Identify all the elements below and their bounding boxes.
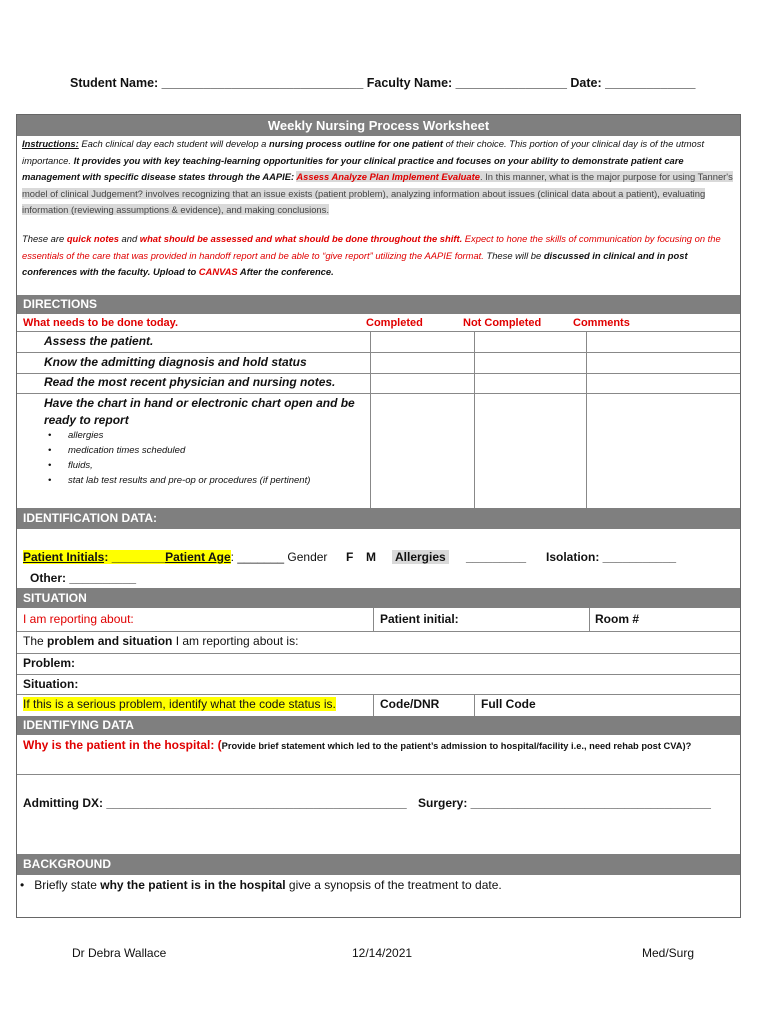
task-row: Know the admitting diagnosis and hold status — [44, 355, 307, 369]
task-row: Assess the patient. — [44, 334, 154, 348]
bullet-item: • medication times scheduled — [48, 445, 186, 456]
instructions-text: of their choice. This portion of your clinical day is of the utmost importance. — [22, 138, 705, 166]
notes-text: and — [118, 233, 140, 244]
background-bar: BACKGROUND — [17, 854, 740, 875]
problem-situation-line: The problem and situation I am reporting about is: — [23, 634, 299, 648]
task-row: Read the most recent physician and nursing notes. — [44, 375, 336, 389]
code-dnr-option[interactable]: Code/DNR — [380, 697, 440, 711]
notes-text: discussed in clinical and in post conferences with the faculty — [22, 249, 688, 277]
patient-age-field[interactable]: : _______ — [230, 550, 285, 564]
allergies-field[interactable]: _________ — [466, 550, 527, 564]
allergies-label: Allergies — [392, 550, 449, 564]
col-not-completed-header: Not Completed — [463, 317, 542, 329]
instructions-text: . In this manner, what is the major purpose for using Tanner's model of clinical Judgement? involves recognizing that an issue exists (patient problem), analyzing information about issues (clinical data about a patient), evaluating information (reviewing assumptions & evidence), and making conclusions. — [22, 171, 733, 215]
directions-bar: DIRECTIONS — [17, 295, 740, 314]
patient-initials-field[interactable]: : ________ — [104, 550, 166, 564]
instructions-paragraph — [22, 136, 734, 219]
why-description: Provide brief statement which led to the patient’s admission to hospital/facility i.e., need rehab post CVA)? — [221, 741, 692, 751]
identification-bar: IDENTIFICATION DATA: — [17, 508, 740, 529]
bullet-item: • stat lab test results and pre-op or procedures (if pertinent) — [48, 475, 311, 486]
patient-initials-label: Patient Initials — [23, 550, 105, 564]
col-completed-header: Completed — [366, 317, 423, 329]
situation-bar: SITUATION — [17, 588, 740, 608]
instructions-label: Instructions: — [22, 138, 79, 149]
patient-initial-field[interactable]: Patient initial: — [380, 612, 459, 626]
notes-text: quick notes — [66, 233, 119, 244]
situation-field[interactable]: Situation: — [23, 677, 79, 691]
header-line — [70, 76, 696, 90]
faculty-name-field[interactable]: Faculty Name: ________________ — [366, 76, 567, 90]
date-field[interactable]: Date: _____________ — [570, 76, 696, 90]
notes-text: Expect to hone the skills of communication by focusing on the essentials of the care that was provided in handoff report and be able to “give report” utilizing the AAPIE format. — [22, 233, 721, 261]
notes-text: After the conference. — [237, 266, 334, 277]
bullet-item: • fluids, — [48, 460, 93, 471]
why-label: Why is the patient in the hospital: ( — [23, 738, 222, 752]
instructions-text: Each clinical day each student will develop a — [78, 138, 269, 149]
notes-text: CANVAS — [198, 266, 238, 277]
notes-text: These are — [22, 233, 67, 244]
problem-field[interactable]: Problem: — [23, 656, 76, 670]
footer-date: 12/14/2021 — [352, 946, 413, 960]
identifying-data-bar: IDENTIFYING DATA — [17, 716, 740, 735]
isolation-field[interactable]: Isolation: ___________ — [546, 550, 677, 564]
worksheet-title: Weekly Nursing Process Worksheet — [17, 115, 740, 136]
notes-text: . Upload to — [147, 266, 199, 277]
surgery-field[interactable]: Surgery: ____________________________________ — [418, 796, 711, 810]
aapie-text: Assess Analyze Plan Implement Evaluate — [296, 171, 480, 182]
task-row: Have the chart in hand or electronic chart open and be ready to report — [44, 396, 355, 427]
gender-f-option[interactable]: F — [346, 550, 354, 564]
background-bullet: • Briefly state why the patient is in the hospital give a synopsis of the treatment to date. — [20, 878, 502, 892]
footer-author: Dr Debra Wallace — [72, 946, 167, 960]
footer-unit: Med/Surg — [642, 946, 695, 960]
student-name-field[interactable]: Student Name: _____________________________ — [70, 76, 364, 90]
patient-age-label: Patient Age — [165, 550, 231, 564]
col-comments-header: Comments — [573, 317, 630, 329]
instructions-text: It provides you with key teaching-learning opportunities for your clinical practice and focuses on your ability to demonstrate patient care management with specific disease states through the AAPIE: — [22, 154, 684, 182]
admitting-dx-field[interactable]: Admitting DX: _____________________________________________ — [23, 796, 407, 810]
notes-text: what should be assessed and what should be done throughout the shift. — [139, 233, 463, 244]
gender-label: Gender — [284, 550, 328, 564]
full-code-option[interactable]: Full Code — [481, 697, 536, 711]
notes-paragraph — [22, 231, 734, 281]
gender-m-option[interactable]: M — [366, 550, 376, 564]
bullet-item: • allergies — [48, 430, 104, 441]
identification-row — [23, 550, 327, 564]
col-todo-header: What needs to be done today. — [23, 317, 179, 329]
code-status-prompt: If this is a serious problem, identify what the code status is. — [23, 697, 336, 711]
notes-text: These will be — [483, 249, 544, 261]
instructions-text: nursing process outline for one patient — [269, 138, 443, 149]
why-in-hospital-line — [23, 738, 691, 752]
reporting-label: I am reporting about: — [23, 612, 134, 626]
room-field[interactable]: Room # — [595, 612, 640, 626]
other-field[interactable]: Other: __________ — [30, 571, 137, 585]
